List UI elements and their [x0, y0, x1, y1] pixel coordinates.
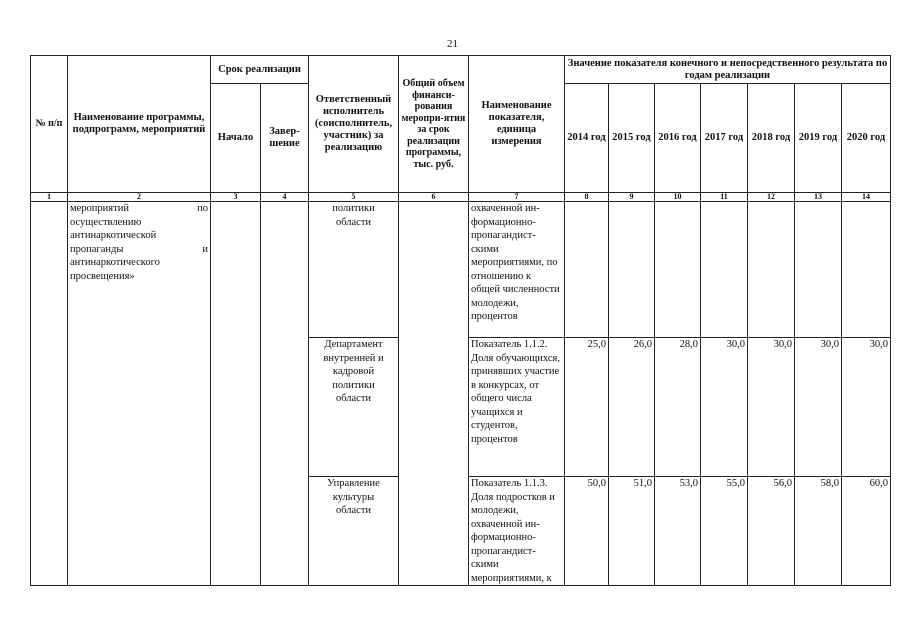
header-responsible: Ответственный исполнитель (соисполнитель, участник) за реализацию: [309, 56, 399, 193]
program-name-text: и: [202, 243, 208, 255]
funding-volume-cell: [399, 202, 469, 586]
column-number: 5: [309, 193, 399, 202]
start-cell: [211, 202, 261, 586]
value-cell: [701, 202, 748, 338]
value-cell: [565, 202, 609, 338]
value-cell: [655, 202, 701, 338]
header-year-2019: 2019 год: [795, 84, 842, 193]
program-name-text: антинаркотического просвещения»: [70, 257, 160, 282]
program-name-text: осуществлению антинаркотической: [70, 216, 157, 241]
value-cell: [842, 202, 891, 338]
value-cell: 30,0: [748, 338, 795, 477]
table-row: [31, 202, 891, 338]
column-number: 10: [655, 193, 701, 202]
value-cell: 53,0: [655, 477, 701, 586]
header-start: Начало: [211, 84, 261, 193]
value-cell: 60,0: [842, 477, 891, 586]
responsible-cell: Департамент внутренней и кадровой политики области: [309, 338, 399, 477]
column-number: 9: [609, 193, 655, 202]
column-number: 14: [842, 193, 891, 202]
program-name-line: [70, 202, 208, 216]
header-program-name: Наименование программы, подпрограмм, мероприятий: [68, 56, 211, 193]
header-year-2016: 2016 год: [655, 84, 701, 193]
column-number: 3: [211, 193, 261, 202]
header-indicator: Наименование показателя, единица измерения: [469, 56, 565, 193]
header-end: Завер-шение: [261, 84, 309, 193]
header-year-2018: 2018 год: [748, 84, 795, 193]
header-year-2020: 2020 год: [842, 84, 891, 193]
value-cell: 28,0: [655, 338, 701, 477]
value-cell: [609, 202, 655, 338]
value-cell: 51,0: [609, 477, 655, 586]
value-cell: 30,0: [701, 338, 748, 477]
header-number: № п/п: [31, 56, 68, 193]
header-values: Значение показателя конечного и непосредственного результата по годам реализации: [565, 56, 891, 84]
row-number-cell: [31, 202, 68, 586]
column-number: 11: [701, 193, 748, 202]
value-cell: [795, 202, 842, 338]
program-name-text: по: [197, 203, 208, 214]
column-number: 13: [795, 193, 842, 202]
value-cell: 25,0: [565, 338, 609, 477]
header-period: Срок реализации: [211, 56, 309, 84]
value-cell: 30,0: [842, 338, 891, 477]
column-number: 8: [565, 193, 609, 202]
program-name-text: мероприятий: [70, 203, 129, 214]
column-number: 1: [31, 193, 68, 202]
value-cell: 30,0: [795, 338, 842, 477]
column-number: 12: [748, 193, 795, 202]
indicator-cell: Показатель 1.1.3. Доля подростков и молодежи, охваченной ин-формационно-пропагандист-скими мероприятиями, к: [469, 477, 565, 586]
column-number: 2: [68, 193, 211, 202]
header-funding-volume: Общий объем финанси-рования меропри-ятия за срок реализации программы, тыс. руб.: [399, 56, 469, 193]
header-year-2017: 2017 год: [701, 84, 748, 193]
responsible-cell: политики области: [309, 202, 399, 338]
column-number: 4: [261, 193, 309, 202]
program-name-line: [70, 243, 208, 257]
end-cell: [261, 202, 309, 586]
page-number: 21: [447, 38, 458, 50]
value-cell: [748, 202, 795, 338]
program-name-cell: [68, 202, 211, 586]
indicator-cell: охваченной ин-формационно-пропагандист-скими мероприятиями, по отношению к общей численности молодежи, процентов: [469, 202, 565, 338]
header-year-2015: 2015 год: [609, 84, 655, 193]
value-cell: 26,0: [609, 338, 655, 477]
indicators-table: [30, 55, 891, 586]
header-year-2014: 2014 год: [565, 84, 609, 193]
indicator-cell: Показатель 1.1.2. Доля обучающихся, принявших участие в конкурсах, от общего числа учащихся и студентов, процентов: [469, 338, 565, 477]
program-name-text: пропаганды: [70, 243, 124, 255]
value-cell: 50,0: [565, 477, 609, 586]
value-cell: 58,0: [795, 477, 842, 586]
column-number-row: [31, 193, 891, 202]
responsible-cell: Управление культуры области: [309, 477, 399, 586]
value-cell: 56,0: [748, 477, 795, 586]
column-number: 7: [469, 193, 565, 202]
value-cell: 55,0: [701, 477, 748, 586]
column-number: 6: [399, 193, 469, 202]
